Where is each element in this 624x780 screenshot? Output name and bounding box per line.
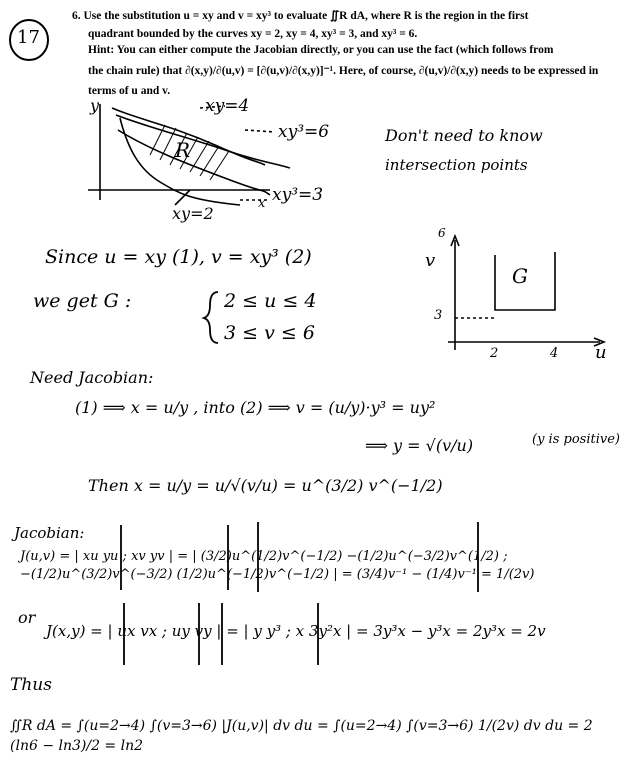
step-2: ⟹ y = √(v/u) bbox=[365, 436, 474, 455]
g-tick-v3: 3 bbox=[434, 308, 443, 323]
brace bbox=[204, 292, 218, 343]
range-u: 2 ≤ u ≤ 4 bbox=[224, 290, 317, 312]
sketch-label-xy3-3: xy³=3 bbox=[272, 185, 324, 205]
jacobian-label: Jacobian: bbox=[14, 524, 85, 542]
step-need-jacobian: Need Jacobian: bbox=[30, 368, 154, 387]
graph-g bbox=[448, 236, 604, 350]
jacobian-xy: J(x,y) = | ux vx ; uy vy | = | y y³ ; x 3y²x | = 3y³x − y³x = 2y³x = 2v bbox=[46, 622, 546, 640]
problem-line-5: terms of u and v. bbox=[88, 85, 171, 97]
problem-line-4: the chain rule) that ∂(x,y)/∂(u,v) = [∂(u,v)/∂(x,y)]⁻¹. Here, of course, ∂(u,v)/∂(x,y) needs to be expressed in bbox=[88, 65, 599, 77]
sketch-label-xy3-6: xy³=6 bbox=[278, 122, 330, 142]
step-aside: (y is positive) bbox=[532, 432, 620, 447]
g-label-v: v bbox=[425, 250, 436, 271]
determinant-bars bbox=[121, 522, 478, 665]
step-1: (1) ⟹ x = u/y , into (2) ⟹ v = (u/y)·y³ = uy² bbox=[75, 398, 436, 417]
sketch-label-xy4: xy=4 bbox=[205, 96, 250, 116]
problem-line-2: quadrant bounded by the curves xy = 2, xy = 4, xy³ = 3, and xy³ = 6. bbox=[88, 28, 418, 40]
step-we-get: we get G : bbox=[33, 290, 132, 312]
g-label-u: u bbox=[595, 342, 607, 363]
jacobian-uv: J(u,v) = | xu yu ; xv yv | = | (3/2)u^(1/2)v^(−1/2) −(1/2)u^(−3/2)v^(1/2) ; −(1/2)u^(3/2)v^(−3/2) (1/2)u^(−1/2)v^(−1/2) | = (3/4)v⁻¹ − (1/4)v⁻¹ = 1/(2v) bbox=[20, 549, 535, 582]
problem-line-1: 6. Use the substitution u = xy and v = xy³ to evaluate ∬R dA, where R is the region in the first bbox=[72, 10, 529, 22]
problem-badge: 17 bbox=[17, 27, 40, 48]
g-tick-u4: 4 bbox=[550, 346, 559, 361]
note-line-2: intersection points bbox=[385, 156, 528, 174]
sketch-label-x: x bbox=[258, 196, 266, 211]
range-v: 3 ≤ v ≤ 6 bbox=[224, 322, 315, 344]
sketch-label-xy2: xy=2 bbox=[172, 204, 214, 223]
thus-label: Thus bbox=[10, 675, 52, 695]
note-line-1: Don't need to know bbox=[385, 126, 543, 145]
g-tick-v6: 6 bbox=[438, 226, 446, 240]
sketch-label-y: y bbox=[90, 96, 100, 115]
final-integral: ∬R dA = ∫(u=2→4) ∫(v=3→6) |J(u,v)| dv du = ∫(u=2→4) ∫(v=3→6) 1/(2v) dv du = 2 (ln6 − ln3)/2 = ln2 bbox=[10, 718, 593, 754]
sketch-label-r: R bbox=[175, 138, 191, 162]
problem-line-3: Hint: You can either compute the Jacobian directly, or you can use the fact (which follows from bbox=[88, 44, 554, 56]
g-tick-u2: 2 bbox=[490, 346, 499, 361]
step-then: Then x = u/y = u/√(v/u) = u^(3/2) v^(−1/2) bbox=[88, 476, 443, 495]
or-label: or bbox=[18, 608, 36, 627]
step-since: Since u = xy (1), v = xy³ (2) bbox=[45, 246, 312, 268]
g-label-g: G bbox=[512, 264, 528, 288]
